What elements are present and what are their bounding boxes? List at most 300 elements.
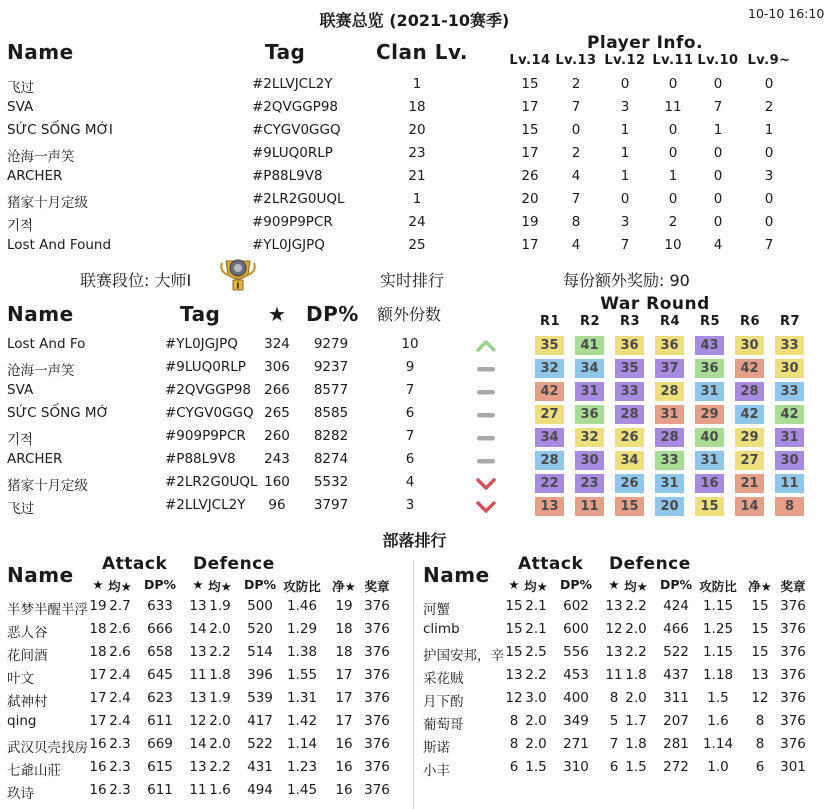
overview-row-lv-count: 3 — [620, 214, 630, 230]
clan-row-value: 1.0 — [707, 759, 729, 775]
clan-row-value: 376 — [364, 759, 390, 775]
ranking-col-extra: 额外份数 — [377, 305, 442, 324]
player-info-header: Player Info. — [586, 33, 704, 53]
clan-row-value: 7 — [609, 736, 619, 752]
clan-row-value: 8 — [509, 713, 519, 729]
clan-row-value: 2.1 — [525, 621, 547, 637]
clan-row-value: 16 — [335, 782, 353, 798]
round-header: R7 — [779, 314, 801, 329]
clan-row-value: 376 — [780, 667, 806, 683]
ranking-row-tag: #2LLVJCL2Y — [165, 497, 246, 513]
war-round-score-chip: 43 — [695, 336, 724, 355]
round-header: R3 — [619, 314, 641, 329]
overview-row-tag: #2LR2G0UQL — [252, 191, 345, 207]
war-round-score-chip: 36 — [575, 405, 604, 424]
ranking-row-extra: 7 — [405, 428, 415, 444]
clan-row-value: 8 — [755, 713, 765, 729]
clan-row-value: 11 — [189, 782, 207, 798]
war-round-score-chip: 21 — [735, 474, 764, 493]
clan-row-value: 522 — [663, 644, 689, 660]
overview-row-name: 飞过 — [7, 80, 34, 96]
overview-row-lv-count: 26 — [521, 168, 539, 184]
clan-sub-header: 均★ — [208, 579, 232, 594]
overview-row-clan-lv: 24 — [408, 214, 426, 230]
clan-row-value: 18 — [335, 644, 353, 660]
round-header: R2 — [579, 314, 601, 329]
clan-row-value: 207 — [663, 713, 689, 729]
overview-row-lv-count: 4 — [571, 168, 581, 184]
overview-row-clan-lv: 1 — [412, 191, 422, 207]
clan-row-value: 1.25 — [702, 621, 734, 637]
overview-row-lv-count: 1 — [668, 168, 678, 184]
clan-row-value: 611 — [147, 713, 173, 729]
clan-sub-header: DP% — [659, 577, 693, 592]
clan-row-value: 5 — [609, 713, 619, 729]
war-round-score-chip: 30 — [775, 359, 804, 378]
overview-row-tag: #9LUQ0RLP — [252, 145, 333, 161]
page-title: 联赛总览 (2021-10赛季) — [319, 11, 510, 30]
clan-row-value: 8 — [755, 736, 765, 752]
clan-row-value: 376 — [780, 690, 806, 706]
overview-row-lv-count: 2 — [668, 214, 678, 230]
ranking-row-extra: 10 — [401, 336, 419, 352]
clan-row-value: 16 — [89, 782, 107, 798]
clan-row-value: 2.0 — [625, 690, 647, 706]
round-header: R5 — [699, 314, 721, 329]
clan-row-value: 17 — [89, 690, 107, 706]
clan-attack-header: Attack — [102, 554, 168, 574]
round-header: R6 — [739, 314, 761, 329]
ranking-row-dp: 9279 — [313, 336, 349, 352]
clan-row-value: 272 — [663, 759, 689, 775]
clan-row-value: 611 — [147, 782, 173, 798]
overview-row-clan-lv: 20 — [408, 122, 426, 138]
war-round-score-chip: 30 — [775, 451, 804, 470]
overview-row-lv-count: 0 — [668, 145, 678, 161]
overview-row-lv-count: 17 — [521, 99, 539, 115]
overview-row-name: 기적 — [7, 218, 34, 234]
clan-row-value: 615 — [147, 759, 173, 775]
clan-row-value: 1.45 — [286, 782, 318, 798]
clan-row-value: 376 — [364, 644, 390, 660]
clan-row-value: 15 — [505, 598, 523, 614]
overview-row-lv-count: 20 — [521, 191, 539, 207]
clan-row-value: 376 — [364, 713, 390, 729]
overview-row-lv-count: 0 — [764, 76, 774, 92]
clan-row-value: 15 — [751, 598, 769, 614]
clan-row-value: 2.3 — [109, 736, 131, 752]
clan-row-value: 431 — [247, 759, 273, 775]
war-round-score-chip: 37 — [655, 359, 684, 378]
clan-sub-header: 均★ — [624, 579, 648, 594]
overview-row-lv-count: 7 — [571, 191, 581, 207]
clan-row-value: 13 — [189, 598, 207, 614]
war-round-score-chip: 42 — [735, 405, 764, 424]
clan-ranking-title: 部落排行 — [382, 531, 447, 550]
ranking-row-name: 飞过 — [7, 501, 34, 517]
clan-row-value: 2.0 — [525, 736, 547, 752]
clan-row-value: 1.15 — [702, 598, 734, 614]
clan-row-value: 16 — [335, 759, 353, 775]
overview-row-name: 猪家十月定级 — [7, 195, 88, 211]
clan-row-value: 2.6 — [109, 644, 131, 660]
ranking-row-tag: #2QVGGP98 — [165, 382, 252, 398]
clan-row-value: 1.8 — [209, 667, 231, 683]
overview-row-clan-lv: 18 — [408, 99, 426, 115]
war-round-score-chip: 33 — [615, 382, 644, 401]
round-header: R1 — [539, 314, 561, 329]
lv-header: Lv.10 — [697, 53, 739, 68]
ranking-row-name: SỨC SỐNG MỚ — [7, 405, 109, 421]
ranking-row-name: 沧海一声笑 — [7, 363, 75, 379]
clan-row-value: 17 — [89, 667, 107, 683]
clan-row-value: 1.55 — [286, 667, 318, 683]
ranking-row-name: 기적 — [7, 432, 34, 448]
ranking-row-dp: 3797 — [313, 497, 349, 513]
clan-row-value: 16 — [335, 736, 353, 752]
war-round-score-chip: 36 — [615, 336, 644, 355]
clan-row-value: 514 — [247, 644, 273, 660]
clan-row-value: 1.5 — [525, 759, 547, 775]
war-round-score-chip: 30 — [575, 451, 604, 470]
war-round-score-chip: 27 — [535, 405, 564, 424]
overview-row-lv-count: 0 — [620, 191, 630, 207]
overview-row-lv-count: 0 — [713, 214, 723, 230]
clan-row-value: 15 — [505, 621, 523, 637]
overview-row-lv-count: 4 — [571, 237, 581, 253]
clan-row-value: 376 — [364, 667, 390, 683]
ranking-row-dp: 8577 — [313, 382, 349, 398]
clan-row-value: 1.38 — [286, 644, 318, 660]
clan-row-value: 424 — [663, 598, 689, 614]
clan-row-value: 12 — [505, 690, 523, 706]
war-round-score-chip: 33 — [655, 451, 684, 470]
clan-row-value: 2.5 — [525, 644, 547, 660]
clan-row-value: 2.2 — [209, 644, 231, 660]
clan-sub-header: 攻防比 — [699, 579, 737, 594]
clan-row-value: 271 — [563, 736, 589, 752]
clan-row-value: 2.4 — [109, 690, 131, 706]
overview-row-tag: #P88L9V8 — [252, 168, 323, 184]
clan-sub-header: 均★ — [524, 579, 548, 594]
clan-row-value: 13 — [505, 667, 523, 683]
overview-row-name: SỨC SỐNG MỚI — [7, 122, 113, 138]
overview-row-lv-count: 1 — [620, 168, 630, 184]
overview-row-clan-lv: 23 — [408, 145, 426, 161]
league-tier-label: 联赛段位: 大师I — [80, 271, 192, 290]
clan-row-value: 500 — [247, 598, 273, 614]
clan-row-value: 522 — [247, 736, 273, 752]
clan-defence-header: Defence — [193, 554, 275, 574]
clan-row-value: 2.7 — [109, 598, 131, 614]
overview-col-clan-lv: Clan Lv. — [376, 40, 468, 64]
clan-row-value: 376 — [364, 736, 390, 752]
clan-row-name: 花间酒 — [7, 648, 48, 664]
war-round-score-chip: 32 — [575, 428, 604, 447]
clan-row-value: 376 — [780, 736, 806, 752]
clan-sub-header: 净★ — [332, 579, 356, 594]
clan-row-value: 1.23 — [286, 759, 318, 775]
overview-row-lv-count: 15 — [521, 122, 539, 138]
clan-row-value: 8 — [609, 690, 619, 706]
clan-row-value: 2.0 — [209, 621, 231, 637]
war-round-score-chip: 27 — [735, 451, 764, 470]
ranking-row-stars: 160 — [264, 474, 290, 490]
war-round-score-chip: 15 — [695, 497, 724, 516]
clan-row-value: 1.8 — [625, 667, 647, 683]
overview-row-lv-count: 1 — [620, 145, 630, 161]
trophy-rank-text: I — [236, 281, 240, 291]
ranking-row-dp: 9237 — [313, 359, 349, 375]
ranking-row-name: ARCHER — [7, 451, 63, 467]
trend-flat-icon — [475, 452, 497, 470]
clan-col-name: Name — [423, 563, 490, 587]
clan-row-value: 1.9 — [209, 690, 231, 706]
overview-col-tag: Tag — [265, 40, 306, 64]
clan-row-value: 11 — [189, 667, 207, 683]
war-round-score-chip: 42 — [775, 405, 804, 424]
war-round-score-chip: 15 — [615, 497, 644, 516]
war-round-score-chip: 34 — [615, 451, 644, 470]
clan-row-value: 16 — [89, 736, 107, 752]
war-round-score-chip: 36 — [695, 359, 724, 378]
ranking-row-name: SVA — [7, 382, 34, 398]
clan-row-value: 1.18 — [702, 667, 734, 683]
clan-sub-header: ★ — [92, 577, 104, 592]
overview-row-lv-count: 0 — [713, 168, 723, 184]
clan-row-value: 1.5 — [625, 759, 647, 775]
round-header: R4 — [659, 314, 681, 329]
clan-row-name: 武汉贝壳找房 — [7, 740, 88, 756]
ranking-col-star: ★ — [268, 302, 287, 326]
ranking-row-tag: #CYGV0GGQ — [165, 405, 254, 421]
clan-sub-header: 奖章 — [364, 579, 390, 594]
master-league-trophy-icon — [217, 253, 259, 295]
clan-row-name: 恶人谷 — [7, 625, 48, 641]
clan-row-value: 466 — [663, 621, 689, 637]
clan-row-value: 13 — [605, 644, 623, 660]
clan-sub-header: ★ — [608, 577, 620, 592]
war-round-score-chip: 42 — [535, 382, 564, 401]
war-round-score-chip: 31 — [575, 382, 604, 401]
clan-row-value: 376 — [364, 690, 390, 706]
overview-row-name: Lost And Found — [7, 237, 112, 253]
war-round-score-chip: 35 — [535, 336, 564, 355]
clan-row-value: 15 — [751, 644, 769, 660]
clan-row-value: 13 — [189, 690, 207, 706]
ranking-row-dp: 5532 — [313, 474, 349, 490]
trend-flat-icon — [475, 429, 497, 447]
clan-row-value: 2.2 — [625, 598, 647, 614]
clan-row-value: 600 — [563, 621, 589, 637]
war-round-score-chip: 33 — [775, 336, 804, 355]
clan-row-value: 658 — [147, 644, 173, 660]
clan-row-value: 1.14 — [702, 736, 734, 752]
war-round-score-chip: 32 — [535, 359, 564, 378]
ranking-row-stars: 265 — [264, 405, 290, 421]
clan-row-value: 1.29 — [286, 621, 318, 637]
clan-row-value: 400 — [563, 690, 589, 706]
war-round-score-chip: 34 — [575, 359, 604, 378]
trend-flat-icon — [475, 406, 497, 424]
overview-row-lv-count: 3 — [620, 99, 630, 115]
clan-row-value: 1.6 — [707, 713, 729, 729]
ranking-row-extra: 9 — [405, 359, 415, 375]
war-round-score-chip: 23 — [575, 474, 604, 493]
clan-sub-header: ★ — [508, 577, 520, 592]
war-round-score-chip: 29 — [695, 405, 724, 424]
overview-row-lv-count: 1 — [764, 122, 774, 138]
clan-row-name: qing — [7, 713, 37, 729]
ranking-row-tag: #2LR2G0UQL — [165, 474, 258, 490]
clan-sub-header: 均★ — [108, 579, 132, 594]
overview-row-lv-count: 0 — [668, 76, 678, 92]
trend-up-icon — [475, 337, 497, 355]
clan-row-value: 12 — [189, 713, 207, 729]
overview-row-clan-lv: 1 — [412, 76, 422, 92]
clan-row-value: 2.4 — [109, 667, 131, 683]
clan-row-value: 3.0 — [525, 690, 547, 706]
clan-row-value: 2.0 — [209, 736, 231, 752]
clan-row-value: 2.0 — [525, 713, 547, 729]
clan-sub-header: DP% — [243, 577, 277, 592]
war-round-score-chip: 31 — [655, 474, 684, 493]
clan-row-value: 1.8 — [625, 736, 647, 752]
ranking-row-dp: 8282 — [313, 428, 349, 444]
ranking-row-dp: 8585 — [313, 405, 349, 421]
clan-row-value: 311 — [663, 690, 689, 706]
overview-row-lv-count: 17 — [521, 237, 539, 253]
ranking-row-tag: #9LUQ0RLP — [165, 359, 246, 375]
clan-row-value: 18 — [335, 621, 353, 637]
ranking-col-dp: DP% — [306, 302, 359, 326]
clan-row-value: 2.0 — [625, 621, 647, 637]
ranking-row-tag: #P88L9V8 — [165, 451, 236, 467]
clan-row-value: 349 — [563, 713, 589, 729]
overview-row-lv-count: 8 — [571, 214, 581, 230]
clan-row-value: 8 — [509, 736, 519, 752]
lv-header: Lv.11 — [652, 53, 694, 68]
clan-row-value: 376 — [780, 598, 806, 614]
war-round-score-chip: 31 — [695, 382, 724, 401]
war-round-score-chip: 35 — [615, 359, 644, 378]
clan-sub-header: 奖章 — [780, 579, 806, 594]
clan-row-name: 采花贼 — [423, 671, 464, 687]
ranking-row-extra: 7 — [405, 382, 415, 398]
clan-row-value: 520 — [247, 621, 273, 637]
clan-row-value: 1.46 — [286, 598, 318, 614]
war-round-score-chip: 31 — [775, 428, 804, 447]
clan-row-value: 13 — [605, 598, 623, 614]
clan-row-name: 叶文 — [7, 671, 34, 687]
war-round-score-chip: 29 — [735, 428, 764, 447]
overview-row-tag: #YL0JGJPQ — [252, 237, 325, 253]
timestamp: 10-10 16:10 — [748, 6, 825, 21]
clan-row-value: 19 — [335, 598, 353, 614]
clan-row-value: 1.31 — [286, 690, 318, 706]
clan-row-value: 17 — [89, 713, 107, 729]
trend-flat-icon — [475, 360, 497, 378]
war-round-score-chip: 28 — [535, 451, 564, 470]
clan-row-value: 376 — [780, 713, 806, 729]
clan-row-value: 417 — [247, 713, 273, 729]
overview-row-lv-count: 7 — [713, 99, 723, 115]
clan-row-value: 14 — [189, 621, 207, 637]
overview-row-tag: #CYGV0GGQ — [252, 122, 341, 138]
war-round-score-chip: 28 — [655, 382, 684, 401]
clan-row-value: 2.6 — [109, 621, 131, 637]
clan-row-value: 2.1 — [525, 598, 547, 614]
ranking-row-extra: 4 — [405, 474, 415, 490]
war-round-score-chip: 28 — [735, 382, 764, 401]
clan-row-value: 2.3 — [109, 759, 131, 775]
bonus-label: 每份额外奖励: 90 — [563, 271, 690, 290]
overview-row-lv-count: 3 — [764, 168, 774, 184]
clan-row-value: 376 — [364, 598, 390, 614]
ranking-col-name: Name — [7, 302, 74, 326]
overview-row-lv-count: 2 — [571, 76, 581, 92]
overview-row-lv-count: 0 — [713, 76, 723, 92]
ranking-row-stars: 266 — [264, 382, 290, 398]
clan-row-value: 396 — [247, 667, 273, 683]
ranking-row-extra: 6 — [405, 405, 415, 421]
overview-row-lv-count: 0 — [713, 145, 723, 161]
overview-row-clan-lv: 21 — [408, 168, 426, 184]
war-round-score-chip: 42 — [735, 359, 764, 378]
ranking-row-stars: 260 — [264, 428, 290, 444]
overview-row-clan-lv: 25 — [408, 237, 426, 253]
clan-row-value: 16 — [89, 759, 107, 775]
lv-header: Lv.9~ — [747, 53, 791, 68]
clan-row-value: 18 — [89, 621, 107, 637]
overview-row-lv-count: 0 — [713, 191, 723, 207]
overview-row-tag: #2QVGGP98 — [252, 99, 339, 115]
ranking-row-name: 猪家十月定级 — [7, 478, 88, 494]
clan-row-value: 1.9 — [209, 598, 231, 614]
ranking-row-extra: 6 — [405, 451, 415, 467]
clan-row-value: 310 — [563, 759, 589, 775]
overview-row-lv-count: 7 — [764, 237, 774, 253]
war-round-score-chip: 28 — [655, 428, 684, 447]
lv-header: Lv.12 — [604, 53, 646, 68]
ranking-row-dp: 8274 — [313, 451, 349, 467]
overview-row-tag: #2LLVJCL2Y — [252, 76, 333, 92]
clan-row-value: 14 — [189, 736, 207, 752]
war-round-score-chip: 26 — [615, 474, 644, 493]
war-round-score-chip: 41 — [575, 336, 604, 355]
clan-row-name: 护国安邦，辛 — [423, 648, 504, 664]
war-round-score-chip: 16 — [695, 474, 724, 493]
realtime-ranking-label: 实时排行 — [380, 271, 445, 290]
clan-row-value: 2.2 — [525, 667, 547, 683]
clan-row-value: 6 — [509, 759, 519, 775]
clan-row-value: 13 — [751, 667, 769, 683]
overview-row-name: ARCHER — [7, 168, 63, 184]
overview-row-lv-count: 10 — [664, 237, 682, 253]
clan-row-value: 2.0 — [209, 713, 231, 729]
war-round-score-chip: 36 — [655, 336, 684, 355]
trend-down-icon — [475, 498, 497, 516]
overview-row-lv-count: 2 — [764, 99, 774, 115]
clan-row-value: 2.3 — [109, 782, 131, 798]
clan-row-value: 623 — [147, 690, 173, 706]
clan-row-value: 2.4 — [109, 713, 131, 729]
trend-flat-icon — [475, 383, 497, 401]
war-round-score-chip: 31 — [655, 405, 684, 424]
clan-row-value: 376 — [780, 621, 806, 637]
overview-row-lv-count: 19 — [521, 214, 539, 230]
war-round-score-chip: 14 — [735, 497, 764, 516]
